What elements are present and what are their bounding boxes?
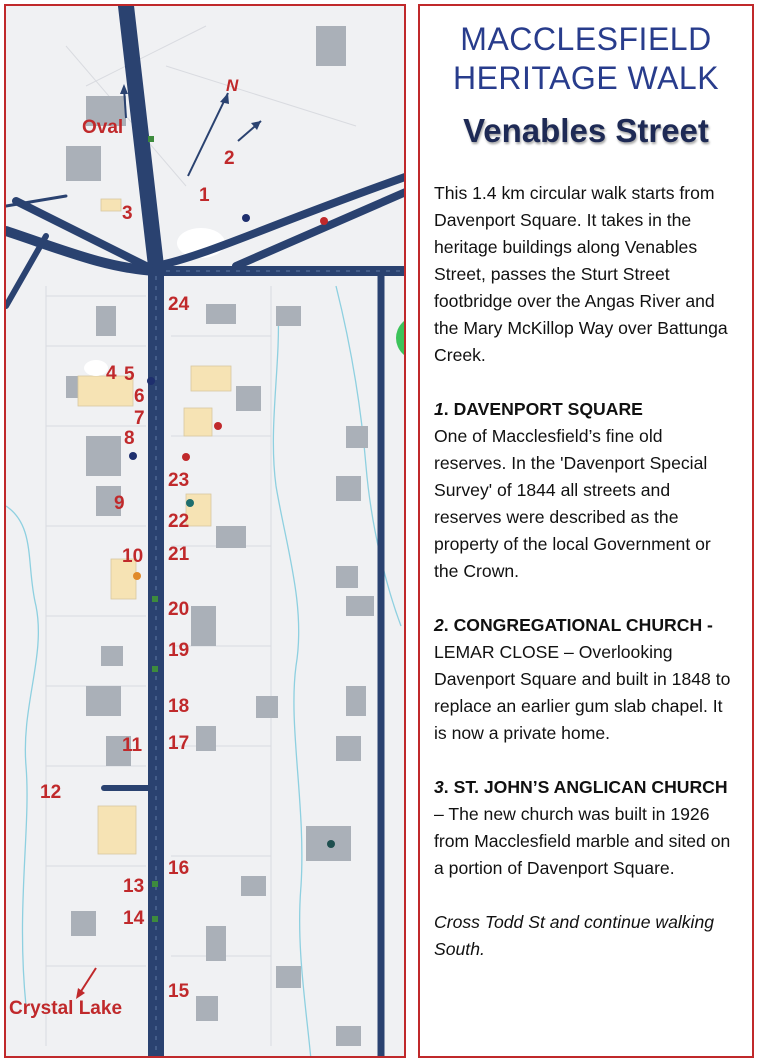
stop-3-dot: .: [443, 777, 454, 797]
title-line-1: MACCLESFIELD: [460, 21, 712, 57]
stop-marker-21: 21: [168, 544, 190, 565]
stop-marker-6: 6: [134, 386, 145, 407]
stop-3-section: [434, 774, 738, 882]
stop-marker-7: 7: [134, 408, 145, 429]
intro-text: This 1.4 km circular walk starts from Davenport Square. It takes in the heritage buildings along Venables Street, passes the Sturt Street footbridge over the Angas River and the Mary McKillop Way over Battunga Creek.: [434, 183, 728, 365]
stop-marker-15: 15: [168, 981, 190, 1002]
stop-marker-14: 14: [123, 908, 145, 929]
stop-marker-2: 2: [224, 148, 235, 169]
page-title: [434, 20, 738, 98]
stop-2-text: LEMAR CLOSE – Overlooking Davenport Square and built in 1848 to replace an earlier gum slab chapel. It is now a private home.: [434, 642, 731, 743]
page-subtitle: Venables Street: [463, 112, 709, 149]
stop-marker-22: 22: [168, 511, 190, 532]
stop-marker-1: 1: [199, 185, 210, 206]
stop-marker-19: 19: [168, 640, 190, 661]
stop-marker-17: 17: [168, 733, 190, 754]
stop-marker-5: 5: [124, 364, 135, 385]
stop-2-section: [434, 612, 738, 747]
stop-marker-16: 16: [168, 858, 190, 879]
stop-marker-3: 3: [122, 203, 133, 224]
stop-marker-12: 12: [40, 782, 62, 803]
stop-marker-9: 9: [114, 493, 125, 514]
stop-marker-13: 13: [123, 876, 145, 897]
stop-1-section: [434, 396, 738, 585]
stop-3-text: – The new church was built in 1926 from Macclesfield marble and sited on a portion of Davenport Square.: [434, 804, 731, 878]
stop-marker-20: 20: [168, 599, 190, 620]
stop-1-name: DAVENPORT SQUARE: [453, 399, 643, 419]
stop-marker-11: 11: [122, 735, 143, 756]
stop-2-dot: .: [443, 615, 454, 635]
stop-marker-18: 18: [168, 696, 190, 717]
stop-3-name: ST. JOHN’S ANGLICAN CHURCH: [453, 777, 728, 797]
north-label: N: [226, 76, 239, 95]
stop-1-text: One of Macclesfield’s fine old reserves. In the 'Davenport Special Survey' of 1844 all streets and reserves were described as the property of the local Government or the Crown.: [434, 426, 711, 581]
walk-description-panel: [418, 4, 754, 1058]
stop-2-name: CONGREGATIONAL CHURCH -: [453, 615, 713, 635]
map-graphic: [6, 6, 406, 1058]
walk-map: [4, 4, 406, 1058]
stop-marker-24: 24: [168, 294, 190, 315]
stop-2-number: 2: [434, 615, 444, 635]
stop-3-number: 3: [434, 777, 444, 797]
stop-marker-10: 10: [122, 546, 144, 567]
stop-marker-23: 23: [168, 470, 190, 491]
crystal-lake-label: Crystal Lake: [9, 998, 123, 1019]
stop-1-number: 1: [434, 399, 444, 419]
stop-marker-4: 4: [106, 363, 117, 384]
stop-marker-8: 8: [124, 428, 135, 449]
title-line-2: HERITAGE WALK: [452, 60, 720, 96]
stop-1-dot: .: [443, 399, 454, 419]
footer-note: Cross Todd St and continue walking South.: [434, 912, 715, 959]
oval-label: Oval: [82, 117, 124, 138]
